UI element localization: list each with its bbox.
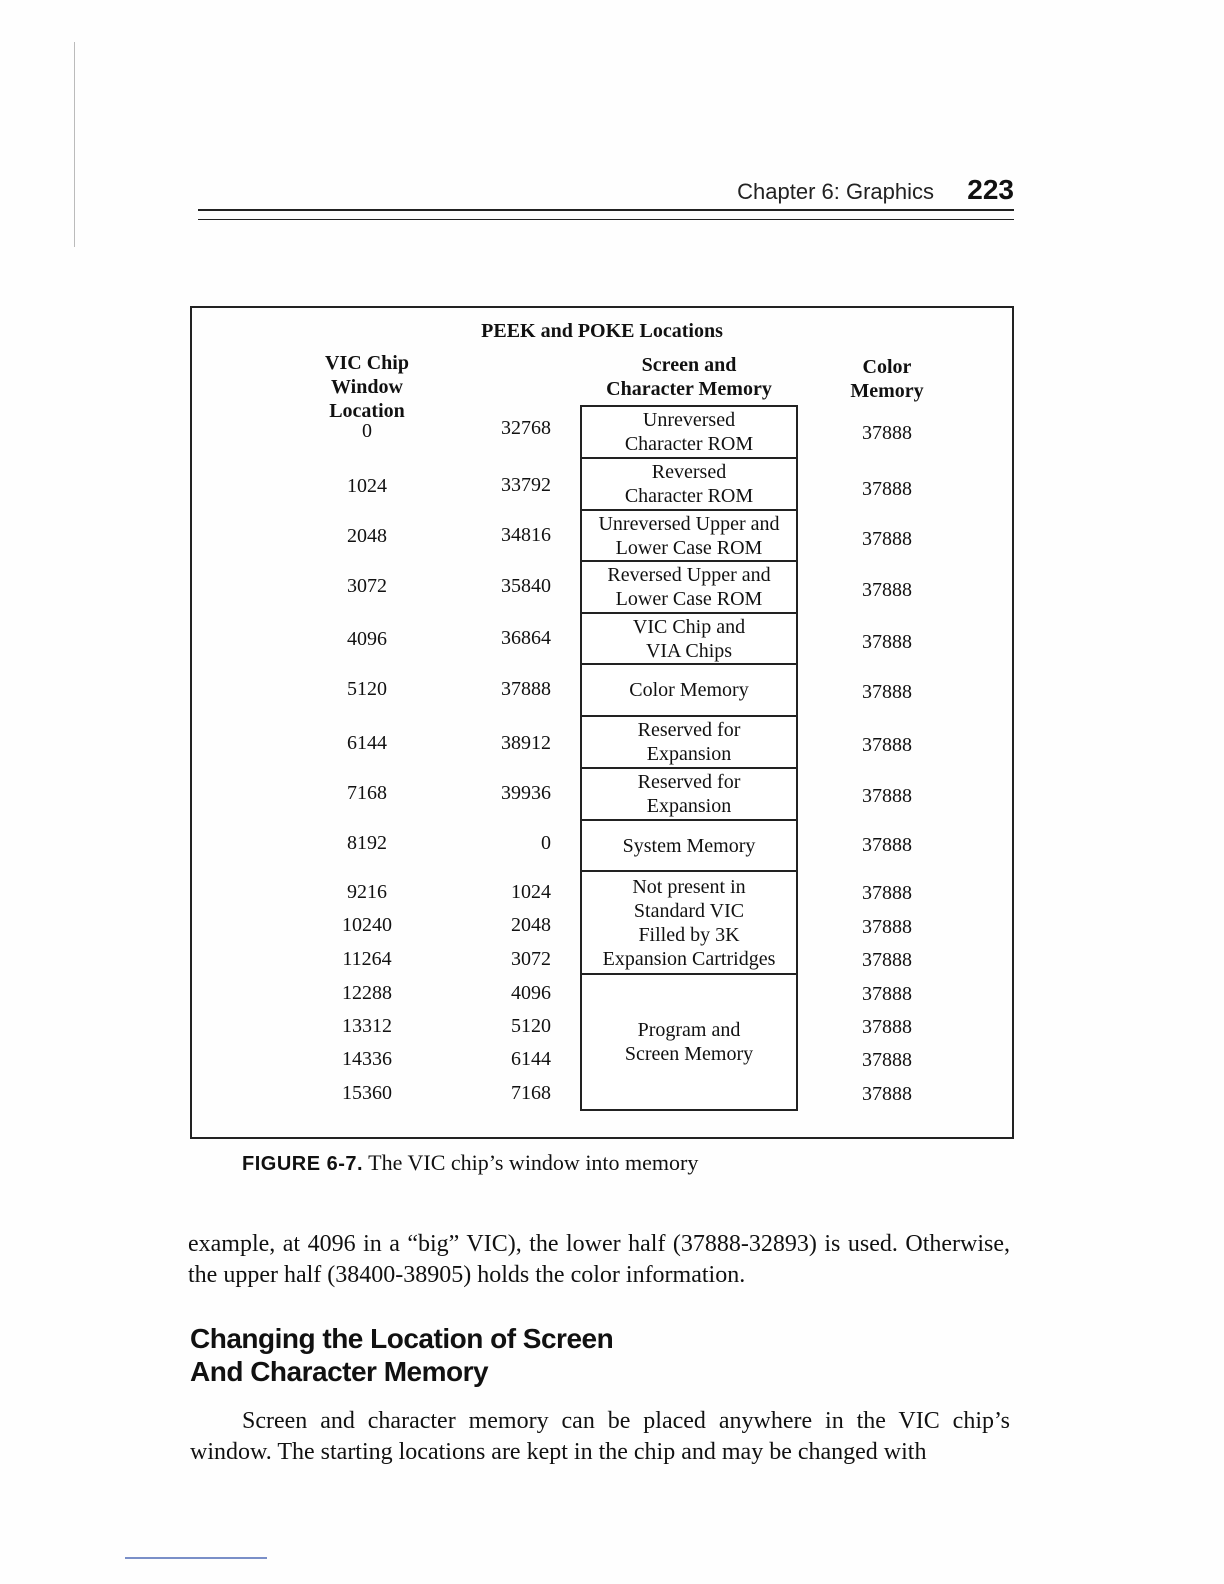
region-text: Reversed xyxy=(651,461,727,483)
chapter-title: Chapter 6: Graphics xyxy=(737,179,934,204)
peek-poke-address: 6144 xyxy=(511,1048,551,1070)
margin-line xyxy=(74,42,75,247)
peek-poke-address: 36864 xyxy=(501,627,551,649)
color-memory-address: 37888 xyxy=(862,1049,912,1071)
region-text: Reserved for xyxy=(637,771,741,793)
region-text: Reversed Upper and xyxy=(607,564,771,586)
memory-region xyxy=(580,663,798,717)
region-text: Filled by 3K xyxy=(638,923,740,946)
color-memory-address: 37888 xyxy=(862,478,912,500)
color-memory-address: 37888 xyxy=(862,734,912,756)
memory-region xyxy=(580,973,798,1111)
peek-poke-address: 1024 xyxy=(511,881,551,903)
memory-region xyxy=(580,560,798,614)
peek-poke-address: 2048 xyxy=(511,914,551,936)
body-paragraph: example, at 4096 in a “big” VIC), the lower half (37888-32893) is used. Otherwise, the upper half (38400-38905) holds the color information. xyxy=(188,1231,1010,1288)
region-text: Lower Case ROM xyxy=(615,536,763,559)
color-memory-address: 37888 xyxy=(862,422,912,444)
vic-location: 3072 xyxy=(347,575,387,597)
page-number: 223 xyxy=(967,174,1014,205)
region-text: Unreversed Upper and xyxy=(598,512,780,535)
color-header-line2: Memory xyxy=(850,380,924,402)
peek-poke-address: 39936 xyxy=(501,782,551,804)
section-heading-line: Changing the Location of Screen xyxy=(190,1323,614,1354)
region-text: Reserved for xyxy=(637,719,741,741)
region-text: Character ROM xyxy=(624,485,754,507)
region-text: Unreversed xyxy=(642,409,736,431)
region-text: Character ROM xyxy=(624,433,754,455)
vic-location: 11264 xyxy=(342,948,392,970)
screen-header-line1: Screen and xyxy=(641,354,737,376)
color-memory-address: 37888 xyxy=(862,528,912,550)
header-rule xyxy=(198,209,1014,211)
color-memory-address: 37888 xyxy=(862,681,912,703)
vic-location: 7168 xyxy=(347,782,387,804)
memory-region xyxy=(580,405,798,459)
region-text: Not present in xyxy=(632,875,746,898)
peek-poke-address: 38912 xyxy=(501,732,551,754)
vic-location: 14336 xyxy=(342,1048,392,1070)
peek-poke-address: 3072 xyxy=(511,948,551,970)
memory-map-figure xyxy=(190,306,1014,1139)
peek-poke-address: 4096 xyxy=(511,982,551,1004)
vic-location: 0 xyxy=(362,420,372,442)
memory-region xyxy=(580,870,798,975)
memory-region xyxy=(580,612,798,665)
memory-region xyxy=(580,767,798,821)
peek-poke-address: 0 xyxy=(541,832,551,854)
color-memory-address: 37888 xyxy=(862,882,912,904)
region-text: Color Memory xyxy=(629,679,749,701)
vic-location: 1024 xyxy=(347,475,387,497)
figure-title: PEEK and POKE Locations xyxy=(481,320,723,342)
vic-location: 12288 xyxy=(342,982,392,1004)
color-header-line1: Color xyxy=(862,356,912,378)
vic-location: 8192 xyxy=(347,832,387,854)
vic-location: 4096 xyxy=(347,628,387,650)
color-memory-address: 37888 xyxy=(862,949,912,971)
figure-label: FIGURE 6-7. xyxy=(242,1153,364,1175)
vic-location: 15360 xyxy=(342,1082,392,1104)
memory-region xyxy=(580,715,798,769)
color-memory-address: 37888 xyxy=(862,579,912,601)
region-text: Standard VIC xyxy=(633,899,745,922)
memory-region xyxy=(580,509,798,562)
body-paragraph: Screen and character memory can be placed anywhere in the VIC chip’s window. The starting locations are kept in the chip and may be changed with xyxy=(190,1408,1010,1465)
region-text: Expansion xyxy=(646,743,732,765)
page-header xyxy=(198,172,1014,220)
figure-caption xyxy=(242,1150,698,1176)
section-heading-line: And Character Memory xyxy=(190,1356,489,1387)
color-memory-address: 37888 xyxy=(862,983,912,1005)
color-memory-address: 37888 xyxy=(862,1016,912,1038)
vic-location: 13312 xyxy=(342,1015,392,1037)
screen-header-line2: Character Memory xyxy=(606,378,772,400)
vic-location: 10240 xyxy=(342,914,392,936)
bottom-rule xyxy=(125,1557,267,1559)
color-memory-address: 37888 xyxy=(862,631,912,653)
region-text: VIA Chips xyxy=(645,639,733,662)
peek-poke-address: 37888 xyxy=(501,678,551,700)
peek-poke-address: 34816 xyxy=(501,524,551,546)
peek-poke-address: 7168 xyxy=(511,1082,551,1104)
vic-location: 6144 xyxy=(347,732,387,754)
peek-poke-address: 5120 xyxy=(511,1015,551,1037)
color-memory-address: 37888 xyxy=(862,916,912,938)
peek-poke-address: 33792 xyxy=(501,474,551,496)
header-rule-thin xyxy=(198,219,1014,220)
region-text: Program and xyxy=(637,1019,741,1041)
vic-location: 9216 xyxy=(347,881,387,903)
color-memory-address: 37888 xyxy=(862,1083,912,1105)
memory-region xyxy=(580,819,798,872)
peek-poke-address: 32768 xyxy=(501,417,551,439)
section-heading xyxy=(190,1322,1012,1388)
figure-caption-text: The VIC chip’s window into memory xyxy=(363,1150,699,1175)
vic-header-line2: Window Location xyxy=(329,376,405,422)
color-memory-address: 37888 xyxy=(862,785,912,807)
region-text: VIC Chip and xyxy=(632,615,746,638)
region-text: System Memory xyxy=(622,834,756,857)
vic-header-line1: VIC Chip xyxy=(325,352,409,374)
peek-poke-address: 35840 xyxy=(501,575,551,597)
memory-region xyxy=(580,457,798,511)
region-text: Expansion Cartridges xyxy=(602,947,776,970)
region-text: Lower Case ROM xyxy=(615,588,763,610)
vic-location: 5120 xyxy=(347,678,387,700)
color-memory-address: 37888 xyxy=(862,834,912,856)
region-text: Expansion xyxy=(646,795,732,817)
region-text: Screen Memory xyxy=(624,1043,754,1065)
vic-location: 2048 xyxy=(347,525,387,547)
